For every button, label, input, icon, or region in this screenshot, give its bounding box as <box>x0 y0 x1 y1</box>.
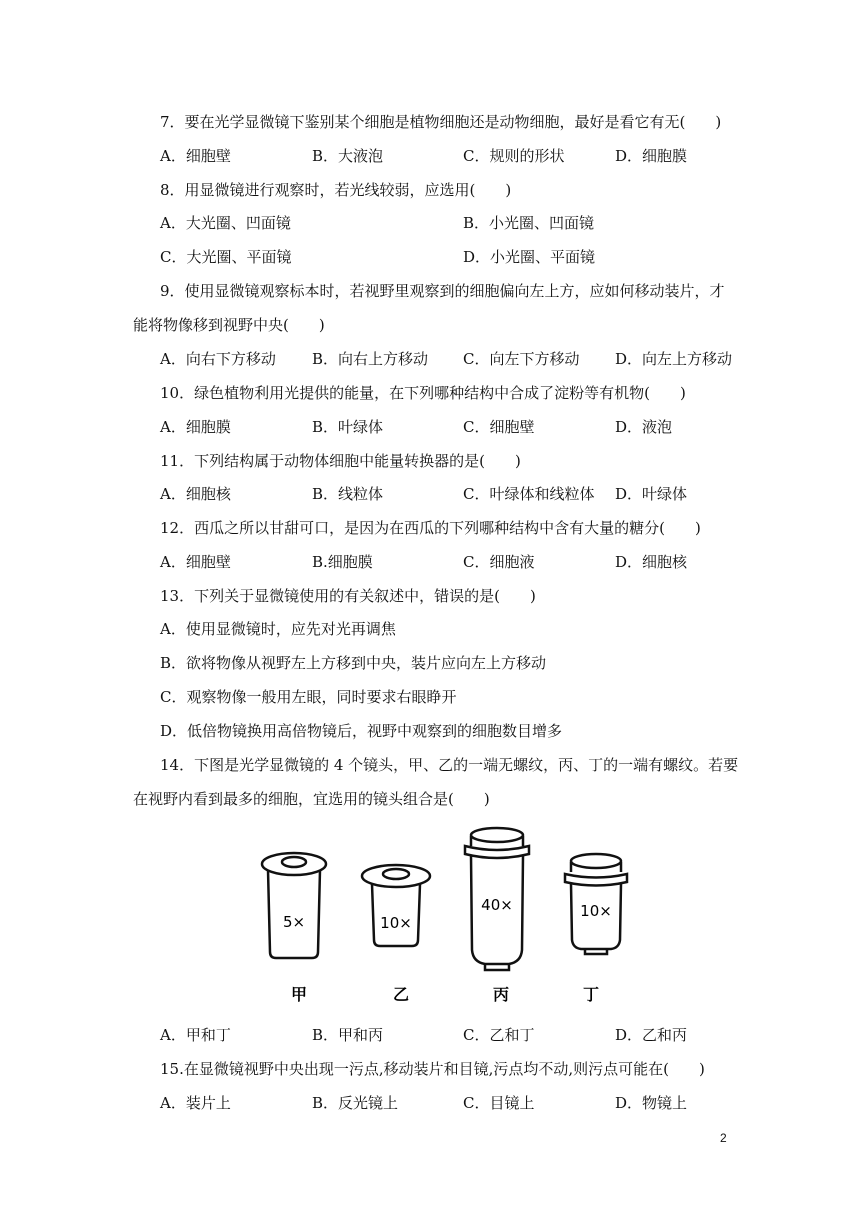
question-9-option-a: A．向右下方移动 <box>160 350 276 368</box>
question-10-option-d: D．液泡 <box>615 418 673 436</box>
question-8-option-d: D．小光圈、平面镜 <box>463 248 596 266</box>
lens-jia-caption: 甲 <box>290 985 308 1004</box>
question-8-option-c: C．大光圈、平面镜 <box>160 248 292 266</box>
question-7-option-a: A．细胞壁 <box>160 147 231 165</box>
lens-bing-caption: 丙 <box>492 985 510 1004</box>
question-14-option-c: C．乙和丁 <box>463 1026 535 1044</box>
lens-ding-mag: 10× <box>580 902 612 920</box>
question-14-option-a: A．甲和丁 <box>160 1026 231 1044</box>
question-11-option-a: A．细胞核 <box>160 485 231 503</box>
question-13-option-b: B．欲将物像从视野左上方移到中央，装片应向左上方移动 <box>160 654 547 672</box>
question-12-stem: 12．西瓜之所以甘甜可口，是因为在西瓜的下列哪种结构中含有大量的糖分( ) <box>160 519 701 537</box>
question-11-option-d: D．叶绿体 <box>615 485 688 503</box>
question-11-option-c: C．叶绿体和线粒体 <box>463 485 595 503</box>
question-8-stem: 8．用显微镜进行观察时，若光线较弱，应选用( ) <box>160 181 512 199</box>
question-7-option-b: B．大液泡 <box>312 147 384 165</box>
question-8-option-b: B．小光圈、凹面镜 <box>463 214 595 232</box>
question-13-stem: 13．下列关于显微镜使用的有关叙述中，错误的是( ) <box>160 587 536 605</box>
question-7-option-d: D．细胞膜 <box>615 147 688 165</box>
question-10-stem: 10．绿色植物利用光提供的能量，在下列哪种结构中合成了淀粉等有机物( ) <box>160 384 686 402</box>
lens-yi-icon <box>362 865 430 946</box>
question-11-option-b: B．线粒体 <box>312 485 384 503</box>
question-15-option-a: A．装片上 <box>160 1094 231 1112</box>
question-14-option-b: B．甲和丙 <box>312 1026 384 1044</box>
question-10-option-a: A．细胞膜 <box>160 418 231 436</box>
question-12-option-c: C．细胞液 <box>463 553 535 571</box>
question-15-option-c: C．目镜上 <box>463 1094 535 1112</box>
question-15-option-d: D．物镜上 <box>615 1094 688 1112</box>
question-9-option-d: D．向左上方移动 <box>615 350 733 368</box>
lens-yi-mag: 10× <box>380 914 412 932</box>
question-10-option-b: B．叶绿体 <box>312 418 384 436</box>
question-9-stem-line2: 能将物像移到视野中央( ) <box>133 316 325 334</box>
question-14-option-d: D．乙和丙 <box>615 1026 688 1044</box>
question-10-option-c: C．细胞壁 <box>463 418 535 436</box>
question-13-option-a: A．使用显微镜时，应先对光再调焦 <box>160 620 396 638</box>
lens-yi-caption: 乙 <box>392 985 410 1004</box>
page-number: 2 <box>720 1131 727 1145</box>
lens-jia-icon <box>262 853 326 958</box>
question-14-stem-line1: 14．下图是光学显微镜的 4 个镜头，甲、乙的一端无螺纹，丙、丁的一端有螺纹。若要 <box>160 756 739 774</box>
question-12-option-d: D．细胞核 <box>615 553 688 571</box>
lens-bing-mag: 40× <box>481 896 513 914</box>
question-14-stem-line2: 在视野内看到最多的细胞，宜选用的镜头组合是( ) <box>133 790 490 808</box>
question-9-option-b: B．向右上方移动 <box>312 350 429 368</box>
lens-ding-caption: 丁 <box>582 985 600 1004</box>
question-12-option-b: B.细胞膜 <box>312 553 373 571</box>
question-9-option-c: C．向左下方移动 <box>463 350 580 368</box>
lens-jia-mag: 5× <box>282 913 306 931</box>
question-13-option-d: D．低倍物镜换用高倍物镜后，视野中观察到的细胞数目增多 <box>160 722 563 740</box>
question-9-stem-line1: 9．使用显微镜观察标本时，若视野里观察到的细胞偏向左上方，应如何移动装片，才 <box>160 282 725 300</box>
question-15-stem: 15.在显微镜视野中央出现一污点,移动装片和目镜,污点均不动,则污点可能在( ) <box>160 1060 705 1078</box>
question-7-option-c: C．规则的形状 <box>463 147 565 165</box>
question-15-option-b: B．反光镜上 <box>312 1094 399 1112</box>
question-11-stem: 11．下列结构属于动物体细胞中能量转换器的是( ) <box>160 452 521 470</box>
question-8-option-a: A．大光圈、凹面镜 <box>160 214 291 232</box>
question-12-option-a: A．细胞壁 <box>160 553 231 571</box>
microscope-lenses-figure <box>255 822 635 1012</box>
question-7-stem: 7．要在光学显微镜下鉴别某个细胞是植物细胞还是动物细胞，最好是看它有无( ) <box>160 113 722 131</box>
question-13-option-c: C．观察物像一般用左眼，同时要求右眼睁开 <box>160 688 457 706</box>
